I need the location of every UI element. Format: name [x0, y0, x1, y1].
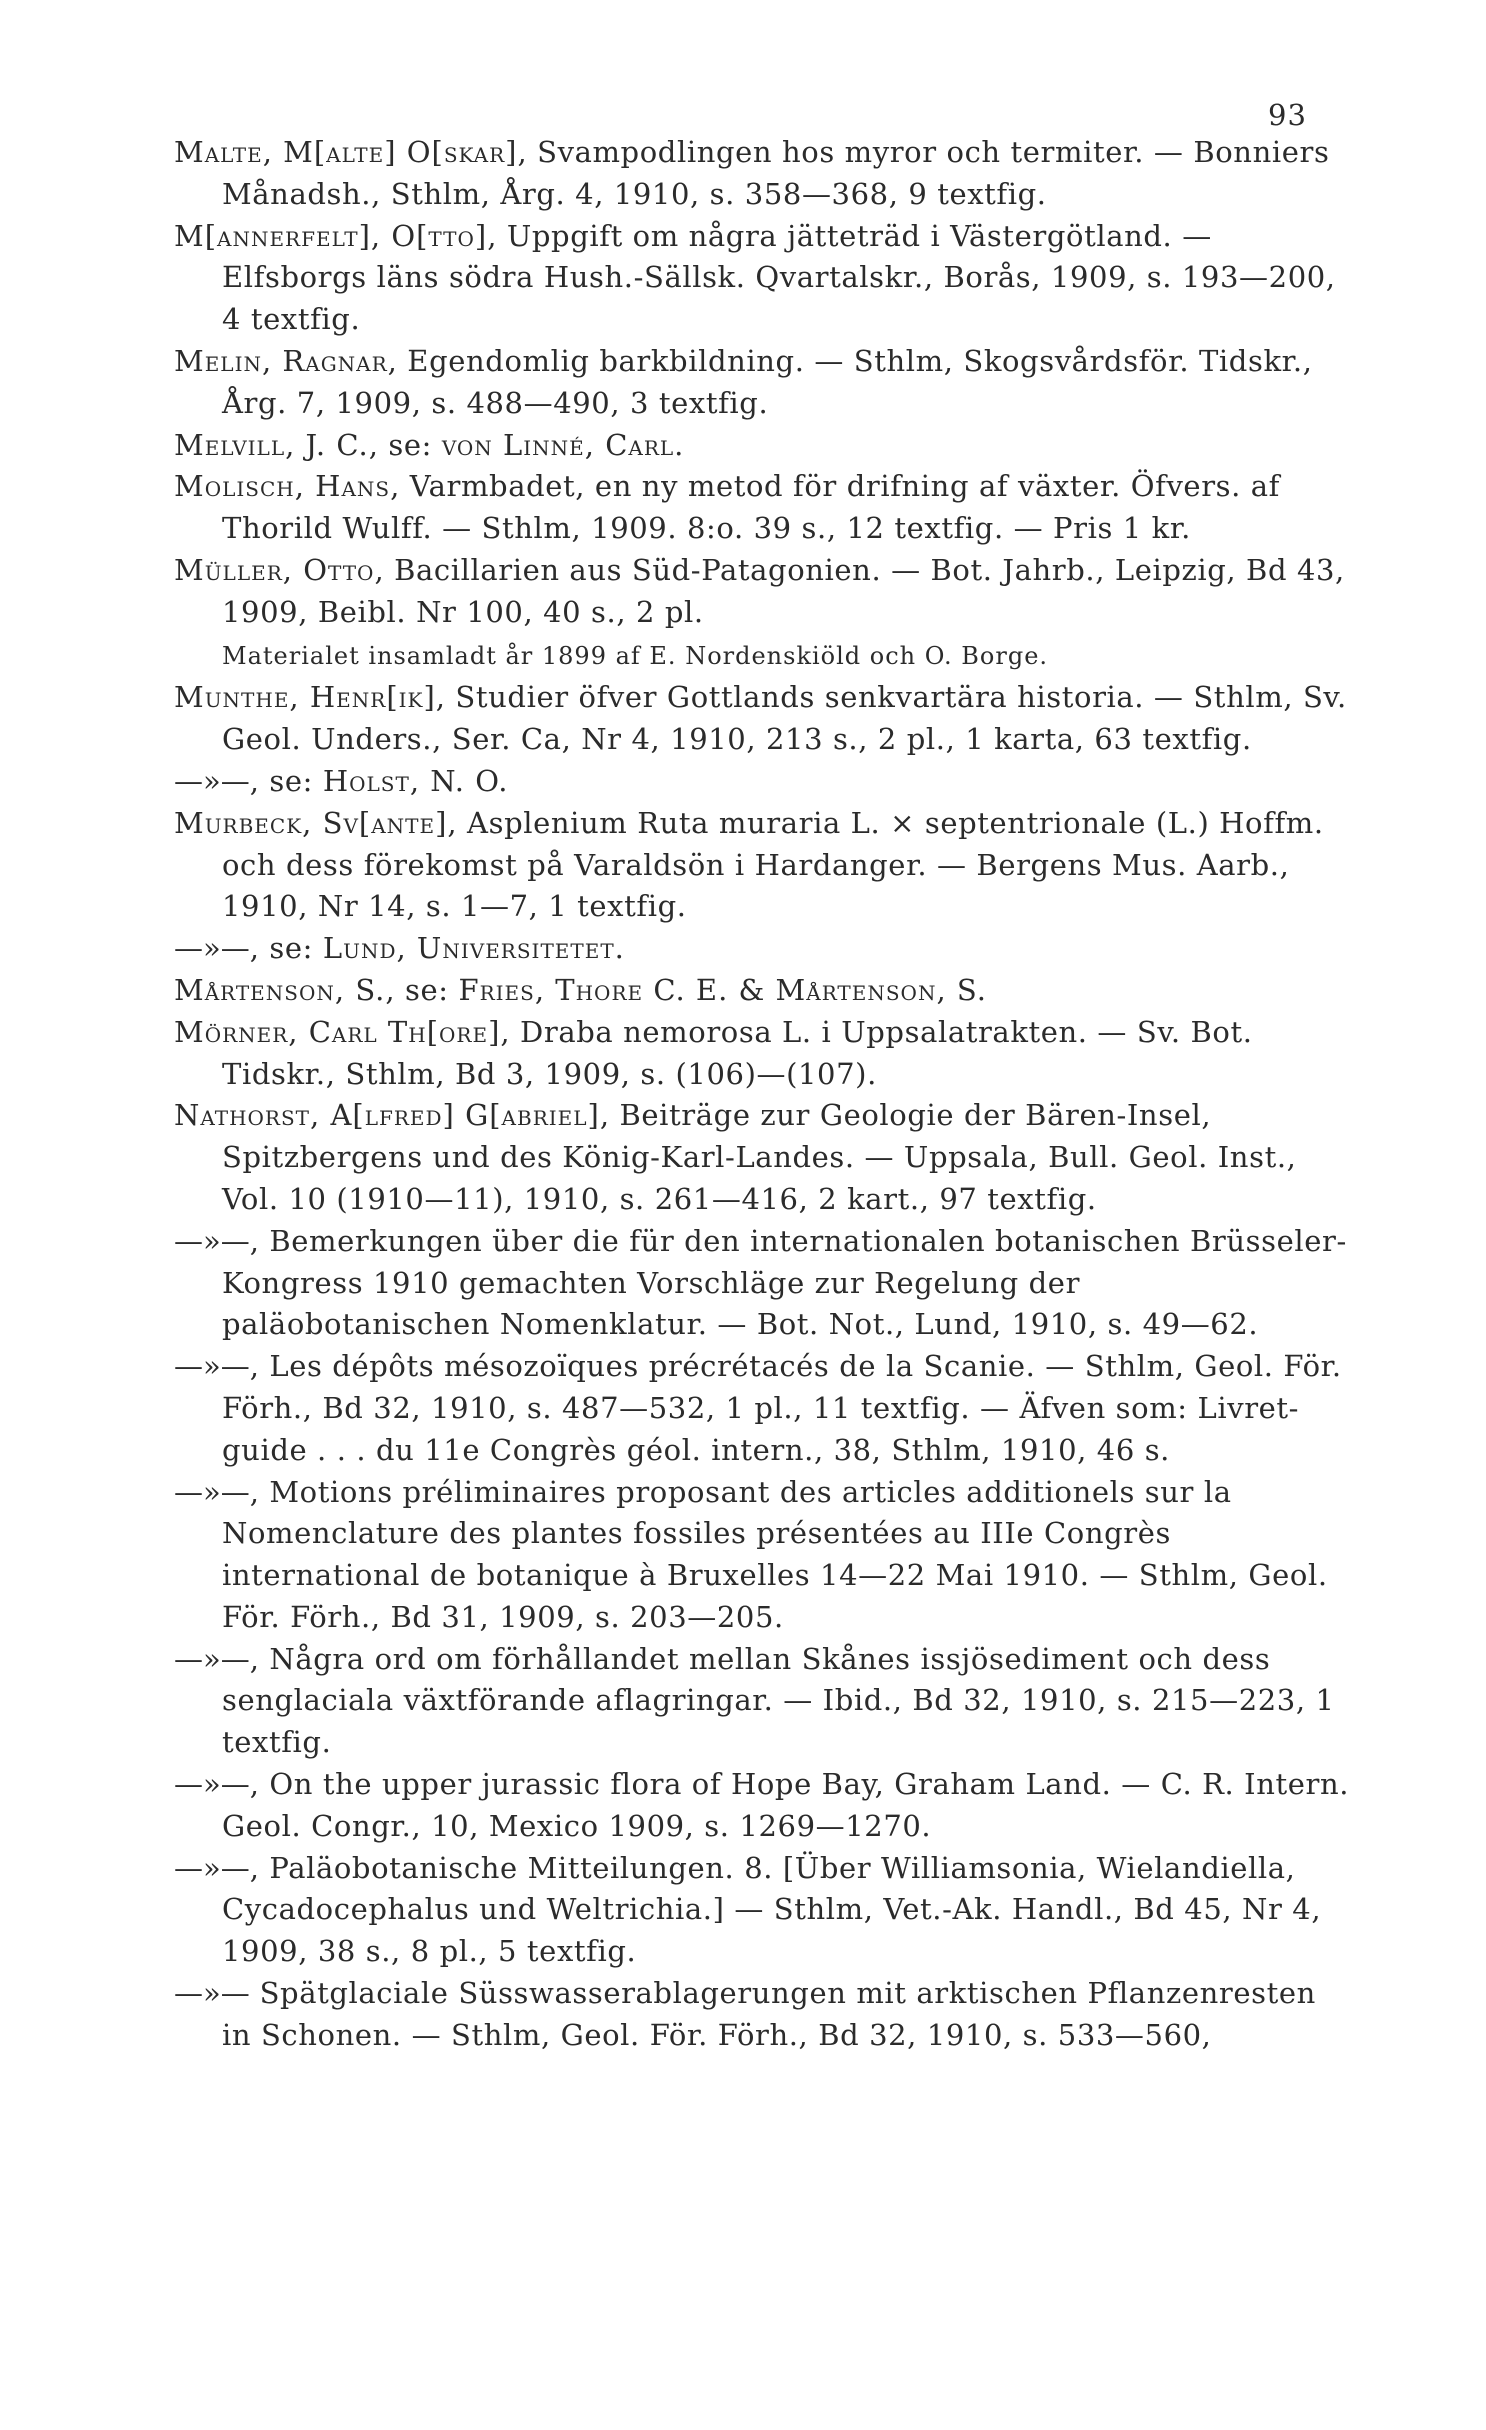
bibliography-entry [174, 466, 1352, 550]
entry-author: —»— [174, 1850, 250, 1885]
page-number: 93 [1268, 98, 1307, 132]
entry-text: , Asplenium Ruta muraria L. × septentrionale (L.) Hoffm. och dess förekomst på Varaldsön i Hardanger. — Bergens Mus. Aarb., 1910, Nr 14, s. 1—7, 1 textfig. [222, 805, 1324, 924]
entry-text: , Motions préliminaires proposant des articles additionels sur la Nomenclature des plantes fossiles présentées au IIIe Congrès international de botanique à Bruxelles 14—22 Mai 1910. — Sthlm, Geol. För. Förh., Bd 31, 1909, s. 203—205. [222, 1474, 1328, 1634]
bibliography-entry [174, 1639, 1352, 1764]
entry-text: , Studier öfver Gottlands senkvartära historia. — Sthlm, Sv. Geol. Unders., Ser. Ca, Nr 4, 1910, 213 s., 2 pl., 1 karta, 63 textfig. [222, 680, 1347, 757]
entry-author: —»— [174, 931, 250, 966]
entry-author: Melvill, J. C. [174, 427, 369, 462]
bibliography-entry [174, 132, 1352, 216]
entry-text: , Draba nemorosa L. i Uppsalatrakten. — Sv. Bot. Tidskr., Sthlm, Bd 3, 1909, s. (106)—(107). [222, 1014, 1253, 1091]
bibliography-entry [174, 1764, 1352, 1848]
bibliography-entry [174, 761, 1352, 803]
entry-text: , se: [368, 427, 442, 462]
entry-cross-reference: Fries, Thore C. E. & Mårtenson, S. [458, 972, 987, 1007]
bibliography-entry [174, 216, 1352, 341]
entry-text: , Uppgift om några jätteträd i Västergötland. — Elfsborgs läns södra Hush.-Sällsk. Qvartalskr., Borås, 1909, s. 193—200, 4 textfig. [222, 218, 1336, 337]
bibliography-entry [174, 1012, 1352, 1096]
entry-author: Murbeck, Sv[ante] [174, 805, 448, 840]
entry-text: , On the upper jurassic flora of Hope Bay, Graham Land. — C. R. Intern. Geol. Congr., 10, Mexico 1909, s. 1269—1270. [222, 1767, 1350, 1843]
entry-text: , Beiträge zur Geologie der Bären-Insel, Spitzbergens und des König-Karl-Landes. — Uppsala, Bull. Geol. Inst., Vol. 10 (1910—11), 1910, s. 261—416, 2 kart., 97 textfig. [222, 1098, 1297, 1216]
entry-note: Materialet insamladt år 1899 af E. Nordenskiöld och O. Borge. [222, 641, 1049, 670]
entry-text: , Svampodlingen hos myror och termiter. — Bonniers Månadsh., Sthlm, Årg. 4, 1910, s. 358—368, 9 textfig. [222, 135, 1330, 211]
entry-author: Munthe, Henr[ik] [174, 680, 436, 715]
entry-author: —»— [174, 1474, 250, 1509]
entry-text: , Några ord om förhållandet mellan Skånes issjösediment och dess senglaciala växtförande aflagringar. — Ibid., Bd 32, 1910, s. 215—223, 1 textfig. [222, 1641, 1335, 1760]
bibliography-entry [174, 1472, 1352, 1639]
entry-text: , se: [249, 931, 323, 966]
entry-author: —»— [174, 1641, 250, 1676]
bibliography-entry [174, 970, 1352, 1012]
entry-text: , Egendomlig barkbildning. — Sthlm, Skogsvårdsför. Tidskr., Årg. 7, 1909, s. 488—490, 3 textfig. [222, 343, 1313, 420]
entry-author: —»— [174, 1976, 250, 2011]
bibliography-entry [174, 677, 1352, 761]
bibliography-entry [174, 803, 1352, 928]
bibliography-entry [174, 550, 1352, 677]
bibliography-entry [174, 928, 1352, 970]
entry-text: Spätglaciale Süsswasserablagerungen mit arktischen Pflanzenresten in Schonen. — Sthlm, Geol. För. Förh., Bd 32, 1910, s. 533—560, [222, 1976, 1316, 2052]
entry-author: M[annerfelt], O[tto] [174, 218, 488, 253]
entry-author: Mårtenson, S. [174, 972, 386, 1007]
entry-author: —»— [174, 763, 250, 798]
entry-author: Nathorst, A[lfred] G[abriel] [174, 1098, 600, 1133]
entry-author: —»— [174, 1767, 250, 1802]
entry-author: Mörner, Carl Th[ore] [174, 1014, 501, 1049]
entry-text: , Varmbadet, en ny metod för drifning af växter. Öfvers. af Thorild Wulff. — Sthlm, 1909. 8:o. 39 s., 12 textfig. — Pris 1 kr. [222, 469, 1281, 546]
bibliography-entry [174, 425, 1352, 467]
entry-text: , Bemerkungen über die für den internationalen botanischen Brüsseler-Kongress 1910 gemachten Vorschläge zur Regelung der paläobotanischen Nomenklatur. — Bot. Not., Lund, 1910, s. 49—62. [222, 1223, 1347, 1342]
bibliography-entry [174, 1346, 1352, 1471]
entry-author: —»— [174, 1349, 250, 1384]
entry-text: , se: [385, 972, 459, 1007]
bibliography-entry [174, 1848, 1352, 1973]
entry-text: , Bacillarien aus Süd-Patagonien. — Bot. Jahrb., Leipzig, Bd 43, 1909, Beibl. Nr 100, 40 s., 2 pl. [222, 552, 1345, 629]
entry-author: Molisch, Hans [174, 469, 391, 504]
bibliography-entry [174, 341, 1352, 425]
entry-text: , se: [249, 763, 323, 798]
bibliography-entry [174, 1973, 1352, 2057]
entry-text: , Les dépôts mésozoïques précrétacés de la Scanie. — Sthlm, Geol. För. Förh., Bd 32, 1910, s. 487—532, 1 pl., 11 textfig. — Äfven som: Livret-guide . . . du 11e Congrès géol. intern., 38, Sthlm, 1910, 46 s. [222, 1349, 1342, 1467]
entry-cross-reference: Holst, N. O. [322, 763, 509, 798]
entry-cross-reference: von Linné, Carl. [441, 427, 685, 462]
entry-author: —»— [174, 1223, 250, 1258]
bibliography-entry [174, 1095, 1352, 1220]
entry-author: Malte, M[alte] O[skar] [174, 135, 518, 169]
entry-author: Melin, Ragnar [174, 343, 388, 378]
bibliography-list [174, 132, 1352, 2057]
entry-cross-reference: Lund, Universitetet. [322, 931, 625, 966]
entry-text: , Paläobotanische Mitteilungen. 8. [Über Williamsonia, Wielandiella, Cycadocephalus und Weltrichia.] — Sthlm, Vet.-Ak. Handl., Bd 45, Nr 4, 1909, 38 s., 8 pl., 5 textfig. [222, 1850, 1322, 1969]
bibliography-entry [174, 1221, 1352, 1346]
entry-author: Müller, Otto [174, 552, 375, 587]
